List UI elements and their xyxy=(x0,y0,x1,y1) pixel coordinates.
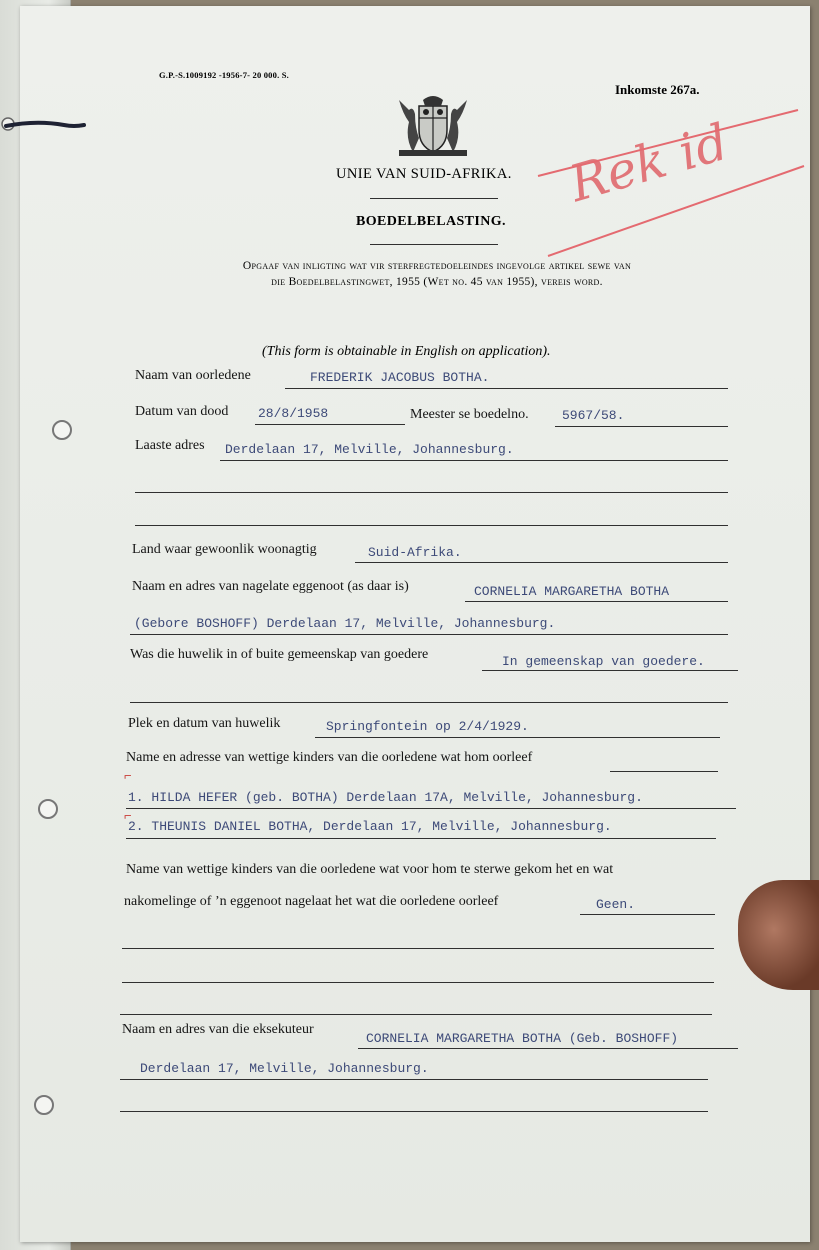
predeceased-label-1: Name van wettige kinders van die oorledene wat voor hom te sterwe gekom het en wat xyxy=(126,862,614,877)
predeceased-line xyxy=(580,914,715,915)
red-tick-1: ⌐ xyxy=(124,768,132,783)
executor-label: Naam en adres van die eksekuteur xyxy=(122,1022,314,1037)
red-tick-2: ⌐ xyxy=(124,808,132,823)
punch-hole-3 xyxy=(34,1095,54,1115)
punch-hole-2 xyxy=(38,799,58,819)
blank-line-7 xyxy=(120,1111,708,1112)
subtitle-line-2: die Boedelbelastingwet, 1955 (Wet no. 45 van 1955), vereis word. xyxy=(271,276,603,288)
executor-value-1: CORNELIA MARGARETHA BOTHA (Geb. BOSHOFF) xyxy=(366,1031,679,1046)
subtitle-line-1: Opgaaf van inligting wat vir sterfregtedoeleindes ingevolge artikel sewe van xyxy=(242,260,632,272)
death-date-value: 28/8/1958 xyxy=(258,406,329,421)
spouse-label: Naam en adres van nagelate eggenoot (as daar is) xyxy=(132,579,409,594)
country-heading: UNIE VAN SUID-AFRIKA. xyxy=(336,166,512,182)
death-date-line xyxy=(255,424,405,425)
executor-line-2 xyxy=(120,1079,708,1080)
blank-line-6 xyxy=(120,1014,712,1015)
print-reference: G.P.-S.1009192 -1956-7- 20 000. S. xyxy=(159,70,289,80)
punch-hole-1 xyxy=(52,420,72,440)
blank-line-2 xyxy=(135,525,728,526)
estate-number-value: 5967/58. xyxy=(562,408,625,423)
residence-line xyxy=(355,562,728,563)
child-2: 2. THEUNIS DANIEL BOTHA, Derdelaan 17, Melville, Johannesburg. xyxy=(128,819,612,834)
estate-number-label: Meester se boedelno. xyxy=(410,407,529,422)
predeceased-value: Geen. xyxy=(596,897,636,912)
red-annotation-strokes xyxy=(528,106,810,266)
residence-label: Land waar gewoonlik woonagtig xyxy=(132,542,317,557)
spouse-line-1 xyxy=(465,601,728,602)
estate-duty-form xyxy=(20,6,810,1242)
last-address-label: Laaste adres xyxy=(135,438,205,453)
death-date-label: Datum van dood xyxy=(135,404,229,419)
blank-line-4 xyxy=(122,948,714,949)
deceased-name-label: Naam van oorledene xyxy=(135,368,251,383)
last-address-value: Derdelaan 17, Melville, Johannesburg. xyxy=(225,442,514,457)
child-1: 1. HILDA HEFER (geb. BOTHA) Derdelaan 17A, Melville, Johannesburg. xyxy=(128,790,643,805)
community-line xyxy=(482,670,738,671)
children-label: Name en adresse van wettige kinders van die oorledene wat hom oorleef xyxy=(126,750,533,765)
form-number: Inkomste 267a. xyxy=(615,82,700,97)
blank-line-5 xyxy=(122,982,714,983)
spouse-line-2 xyxy=(130,634,728,635)
binding-string xyxy=(0,112,90,142)
blank-line-3 xyxy=(130,702,728,703)
executor-line-1 xyxy=(358,1048,738,1049)
child-1-line xyxy=(126,808,736,809)
residence-value: Suid-Afrika. xyxy=(368,545,462,560)
blank-line-1 xyxy=(135,492,728,493)
predeceased-label-2: nakomelinge of ’n eggenoot nagelaat het wat die oorledene oorleef xyxy=(124,894,499,909)
deceased-name-line xyxy=(285,388,728,389)
deceased-name-value: FREDERIK JACOBUS BOTHA. xyxy=(310,370,490,385)
children-line xyxy=(610,771,718,772)
last-address-line xyxy=(220,460,728,461)
marriage-value: Springfontein op 2/4/1929. xyxy=(326,719,529,734)
executor-value-2: Derdelaan 17, Melville, Johannesburg. xyxy=(140,1061,429,1076)
marriage-line xyxy=(315,737,720,738)
community-label: Was die huwelik in of buite gemeenskap van goedere xyxy=(130,647,429,662)
title-rule-top xyxy=(370,198,498,199)
coat-of-arms-icon xyxy=(385,92,481,158)
spouse-value-2: (Gebore BOSHOFF) Derdelaan 17, Melville, Johannesburg. xyxy=(134,616,556,631)
community-value: In gemeenskap van goedere. xyxy=(502,654,705,669)
form-title: BOEDELBELASTING. xyxy=(356,214,506,229)
english-note: (This form is obtainable in English on application). xyxy=(262,344,551,359)
red-annotation: Rek id xyxy=(563,112,735,214)
spouse-value-1: CORNELIA MARGARETHA BOTHA xyxy=(474,584,670,599)
title-rule-bottom xyxy=(370,244,498,245)
marriage-label: Plek en datum van huwelik xyxy=(128,716,281,731)
estate-number-line xyxy=(555,426,728,427)
child-2-line xyxy=(126,838,716,839)
